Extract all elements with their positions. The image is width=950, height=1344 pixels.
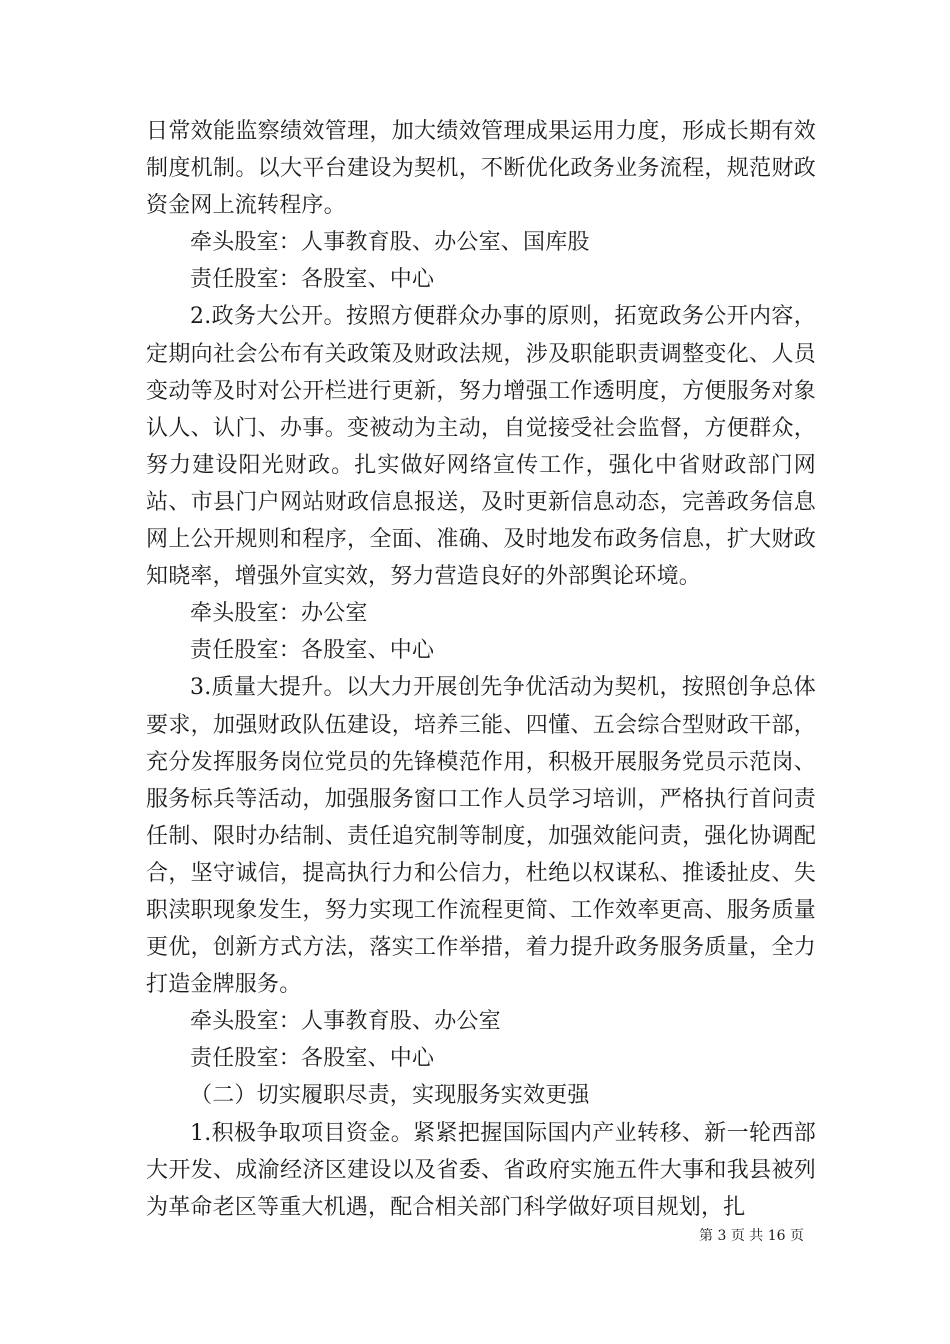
paragraph-lead-office: 牵头股室：人事教育股、办公室、国库股	[190, 230, 590, 256]
paragraph-responsible-office: 责任股室：各股室、中心	[190, 267, 435, 293]
paragraph-item-3: 3.质量大提升。以大力开展创先争优活动为契机，按照创争总体要求，加强财政队伍建设，培养三能、四懂、五会综合型财政干部，充分发挥服务岗位党员的先锋模范作用，积极开展服务党员示范岗、服务标兵等活动，加强服务窗口工作人员学习培训，严格执行首问责任制、限时办结制、责任追究制等制度，加强效能问责，强化协调配合，坚守诚信，提高执行力和公信力，杜绝以权谋私、推诿扯皮、失职渎职现象发生，努力实现工作流程更简、工作效率更高、服务质量更优，创新方式方法，落实工作举措，着力提升政务服务质量，全力打造金牌服务。	[146, 675, 816, 998]
paragraph-lead-office: 牵头股室：办公室	[190, 601, 368, 627]
paragraph-item-2: 2.政务大公开。按照方便群众办事的原则，拓宽政务公开内容，定期向社会公布有关政策及财政法规，涉及职能职责调整变化、人员变动等及时对公开栏进行更新，努力增强工作透明度，方便服务对象认人、认门、办事。变被动为主动，自觉接受社会监督，方便群众，努力建设阳光财政。扎实做好网络宣传工作，强化中省财政部门网站、市县门户网站财政信息报送，及时更新信息动态，完善政务信息网上公开规则和程序，全面、准确、及时地发布政务信息，扩大财政知晓率，增强外宣实效，努力营造良好的外部舆论环境。	[146, 304, 816, 590]
paragraph-continuation: 日常效能监察绩效管理，加大绩效管理成果运用力度，形成长期有效制度机制。以大平台建设为契机，不断优化政务业务流程，规范财政资金网上流转程序。	[146, 119, 816, 219]
section-heading: （二）切实履职尽责，实现服务实效更强	[190, 1083, 590, 1109]
page-number: 第 3 页 共 16 页	[699, 1228, 804, 1244]
paragraph-responsible-office: 责任股室：各股室、中心	[190, 1046, 435, 1072]
document-body	[146, 113, 816, 1226]
paragraph-responsible-office: 责任股室：各股室、中心	[190, 638, 435, 664]
paragraph-lead-office: 牵头股室：人事教育股、办公室	[190, 1009, 501, 1035]
paragraph-item-1: 1.积极争取项目资金。紧紧把握国际国内产业转移、新一轮西部大开发、成渝经济区建设以及省委、省政府实施五件大事和我县被列为革命老区等重大机遇，配合相关部门科学做好项目规划，扎	[146, 1120, 816, 1220]
